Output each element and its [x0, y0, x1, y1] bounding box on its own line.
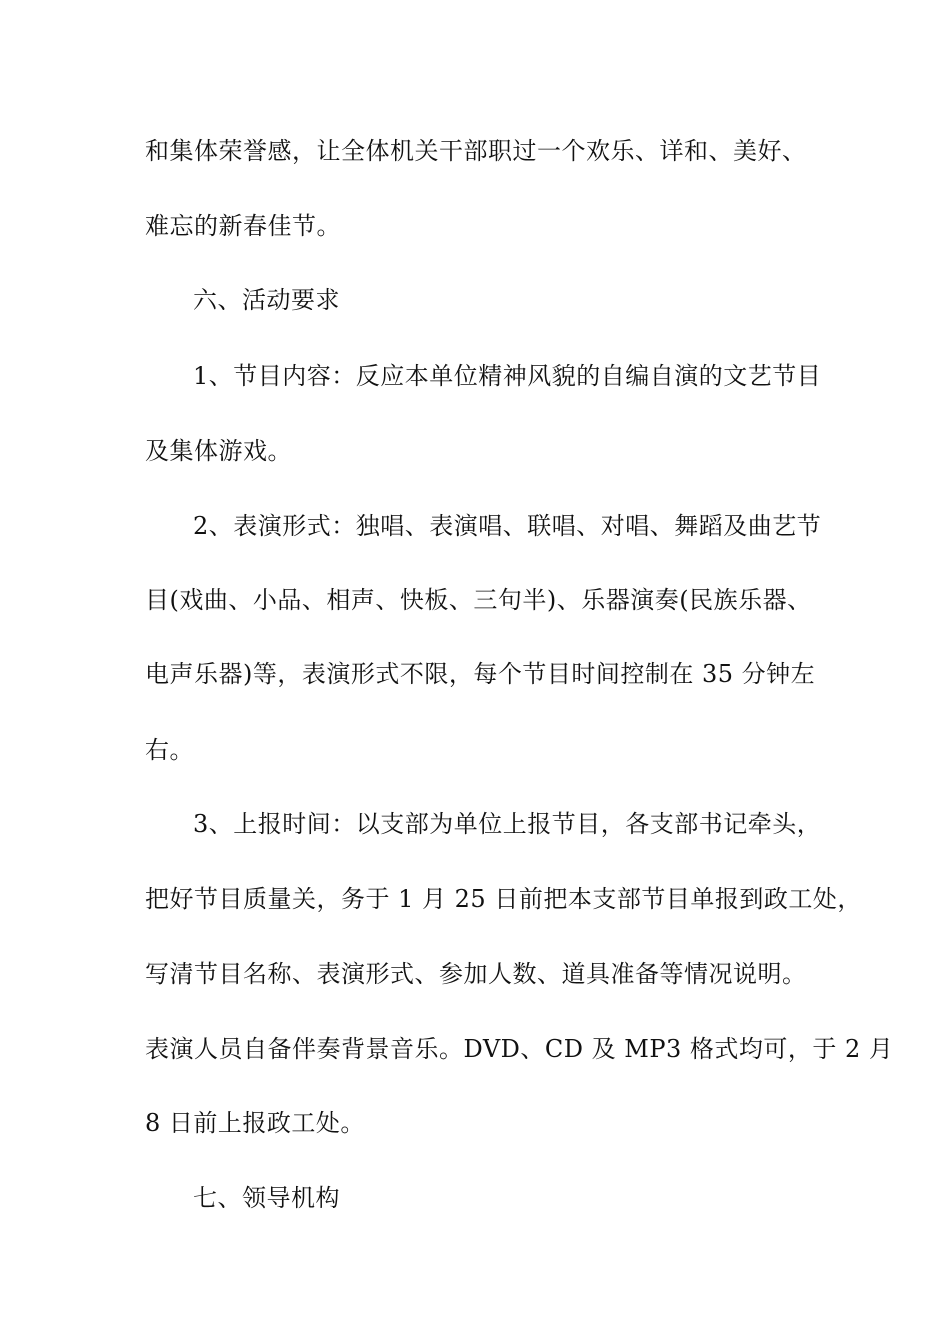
paragraph-line: 电声乐器)等，表演形式不限，每个节目时间控制在 35 分钟左 — [145, 660, 816, 688]
paragraph-line: 及集体游戏。 — [145, 437, 292, 465]
paragraph-line: 写清节目名称、表演形式、参加人数、道具准备等情况说明。 — [145, 960, 807, 988]
paragraph-line: 1、节目内容：反应本单位精神风貌的自编自演的文艺节目 — [193, 362, 822, 390]
paragraph-line: 和集体荣誉感，让全体机关干部职过一个欢乐、详和、美好、 — [145, 137, 807, 165]
paragraph-line: 右。 — [145, 736, 194, 764]
section-heading: 七、领导机构 — [193, 1184, 340, 1212]
paragraph-line: 表演人员自备伴奏背景音乐。DVD、CD 及 MP3 格式均可，于 2 月 — [145, 1035, 894, 1063]
paragraph-line: 把好节目质量关，务于 1 月 25 日前把本支部节目单报到政工处， — [145, 885, 862, 913]
paragraph-line: 2、表演形式：独唱、表演唱、联唱、对唱、舞蹈及曲艺节 — [193, 512, 822, 540]
paragraph-line: 目(戏曲、小品、相声、快板、三句半)、乐器演奏(民族乐器、 — [145, 586, 812, 614]
paragraph-line: 难忘的新春佳节。 — [145, 212, 341, 240]
paragraph-line: 8 日前上报政工处。 — [145, 1109, 365, 1137]
section-heading: 六、活动要求 — [193, 286, 340, 314]
paragraph-line: 3、上报时间：以支部为单位上报节目，各支部书记牵头， — [193, 810, 822, 838]
